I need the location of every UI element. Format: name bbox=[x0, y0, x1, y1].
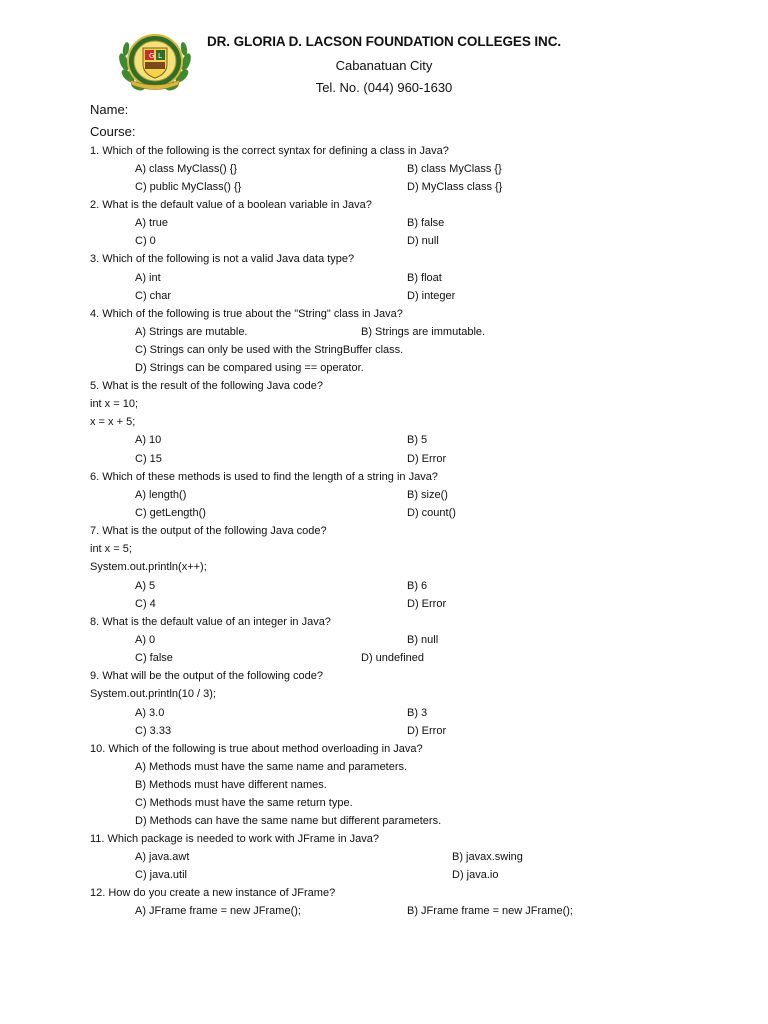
option-b: B) 3 bbox=[407, 707, 428, 719]
option-d: D) Error bbox=[407, 725, 447, 737]
option-a: A) 0 bbox=[135, 634, 156, 646]
option-d: D) Error bbox=[407, 453, 447, 465]
option-a: A) Methods must have the same name and parameters. bbox=[135, 761, 408, 773]
question-text: 2. What is the default value of a boolean variable in Java? bbox=[90, 199, 372, 211]
option-a: A) length() bbox=[135, 489, 187, 501]
option-d: D) Error bbox=[407, 598, 447, 610]
option-c: C) 4 bbox=[135, 598, 156, 610]
question-text: 5. What is the result of the following Java code? bbox=[90, 380, 323, 392]
option-b: B) Methods must have different names. bbox=[135, 779, 327, 791]
option-b: B) 5 bbox=[407, 434, 428, 446]
option-d: D) count() bbox=[407, 507, 456, 519]
option-d: D) integer bbox=[407, 290, 456, 302]
code-line: System.out.println(10 / 3); bbox=[90, 688, 216, 700]
svg-text:G: G bbox=[149, 52, 155, 60]
course-field-label: Course: bbox=[90, 124, 136, 139]
question-text: 11. Which package is needed to work with JFrame in Java? bbox=[90, 833, 379, 845]
option-d: D) MyClass class {} bbox=[407, 181, 503, 193]
option-d: D) null bbox=[407, 235, 439, 247]
option-a: A) java.awt bbox=[135, 851, 190, 863]
question-text: 1. Which of the following is the correct syntax for defining a class in Java? bbox=[90, 145, 449, 157]
option-c: C) 3.33 bbox=[135, 725, 172, 737]
question-text: 10. Which of the following is true about method overloading in Java? bbox=[90, 743, 423, 755]
option-a: A) true bbox=[135, 217, 169, 229]
option-c: C) Methods must have the same return type. bbox=[135, 797, 353, 809]
option-b: B) float bbox=[407, 272, 442, 284]
option-b: B) 6 bbox=[407, 580, 428, 592]
option-b: B) JFrame frame = new JFrame(); bbox=[407, 905, 573, 917]
option-c: C) getLength() bbox=[135, 507, 206, 519]
option-a: A) 10 bbox=[135, 434, 162, 446]
option-c: C) char bbox=[135, 290, 172, 302]
svg-text:L: L bbox=[158, 52, 162, 60]
option-c: C) 0 bbox=[135, 235, 156, 247]
option-b: B) false bbox=[407, 217, 445, 229]
question-text: 9. What will be the output of the following code? bbox=[90, 670, 323, 682]
name-field-label: Name: bbox=[90, 102, 129, 117]
school-city: Cabanatuan City bbox=[335, 58, 433, 73]
option-d: D) Strings can be compared using == operator. bbox=[135, 362, 364, 374]
question-text: 6. Which of these methods is used to find the length of a string in Java? bbox=[90, 471, 438, 483]
question-text: 7. What is the output of the following Java code? bbox=[90, 525, 327, 537]
option-d: D) undefined bbox=[361, 652, 424, 664]
code-line: int x = 10; bbox=[90, 398, 139, 410]
option-b: B) size() bbox=[407, 489, 448, 501]
option-c: C) java.util bbox=[135, 869, 187, 881]
code-line: int x = 5; bbox=[90, 543, 132, 555]
option-a: A) 3.0 bbox=[135, 707, 165, 719]
code-line: x = x + 5; bbox=[90, 416, 136, 428]
option-a: A) 5 bbox=[135, 580, 156, 592]
code-line: System.out.println(x++); bbox=[90, 561, 207, 573]
option-a: A) class MyClass() {} bbox=[135, 163, 238, 175]
option-a: A) int bbox=[135, 272, 161, 284]
school-name: DR. GLORIA D. LACSON FOUNDATION COLLEGES INC. bbox=[207, 34, 561, 49]
question-text: 12. How do you create a new instance of JFrame? bbox=[90, 887, 336, 899]
question-text: 3. Which of the following is not a valid Java data type? bbox=[90, 253, 355, 265]
option-b: B) Strings are immutable. bbox=[361, 326, 486, 338]
option-b: B) javax.swing bbox=[452, 851, 523, 863]
school-telephone: Tel. No. (044) 960-1630 bbox=[315, 80, 453, 95]
option-c: C) 15 bbox=[135, 453, 162, 465]
option-d: D) java.io bbox=[452, 869, 499, 881]
option-b: B) null bbox=[407, 634, 439, 646]
option-d: D) Methods can have the same name but different parameters. bbox=[135, 815, 442, 827]
option-c: C) false bbox=[135, 652, 173, 664]
option-b: B) class MyClass {} bbox=[407, 163, 502, 175]
option-a: A) Strings are mutable. bbox=[135, 326, 248, 338]
question-text: 4. Which of the following is true about the "String" class in Java? bbox=[90, 308, 403, 320]
question-text: 8. What is the default value of an integer in Java? bbox=[90, 616, 331, 628]
option-c: C) Strings can only be used with the StringBuffer class. bbox=[135, 344, 404, 356]
option-c: C) public MyClass() {} bbox=[135, 181, 242, 193]
option-a: A) JFrame frame = new JFrame(); bbox=[135, 905, 301, 917]
